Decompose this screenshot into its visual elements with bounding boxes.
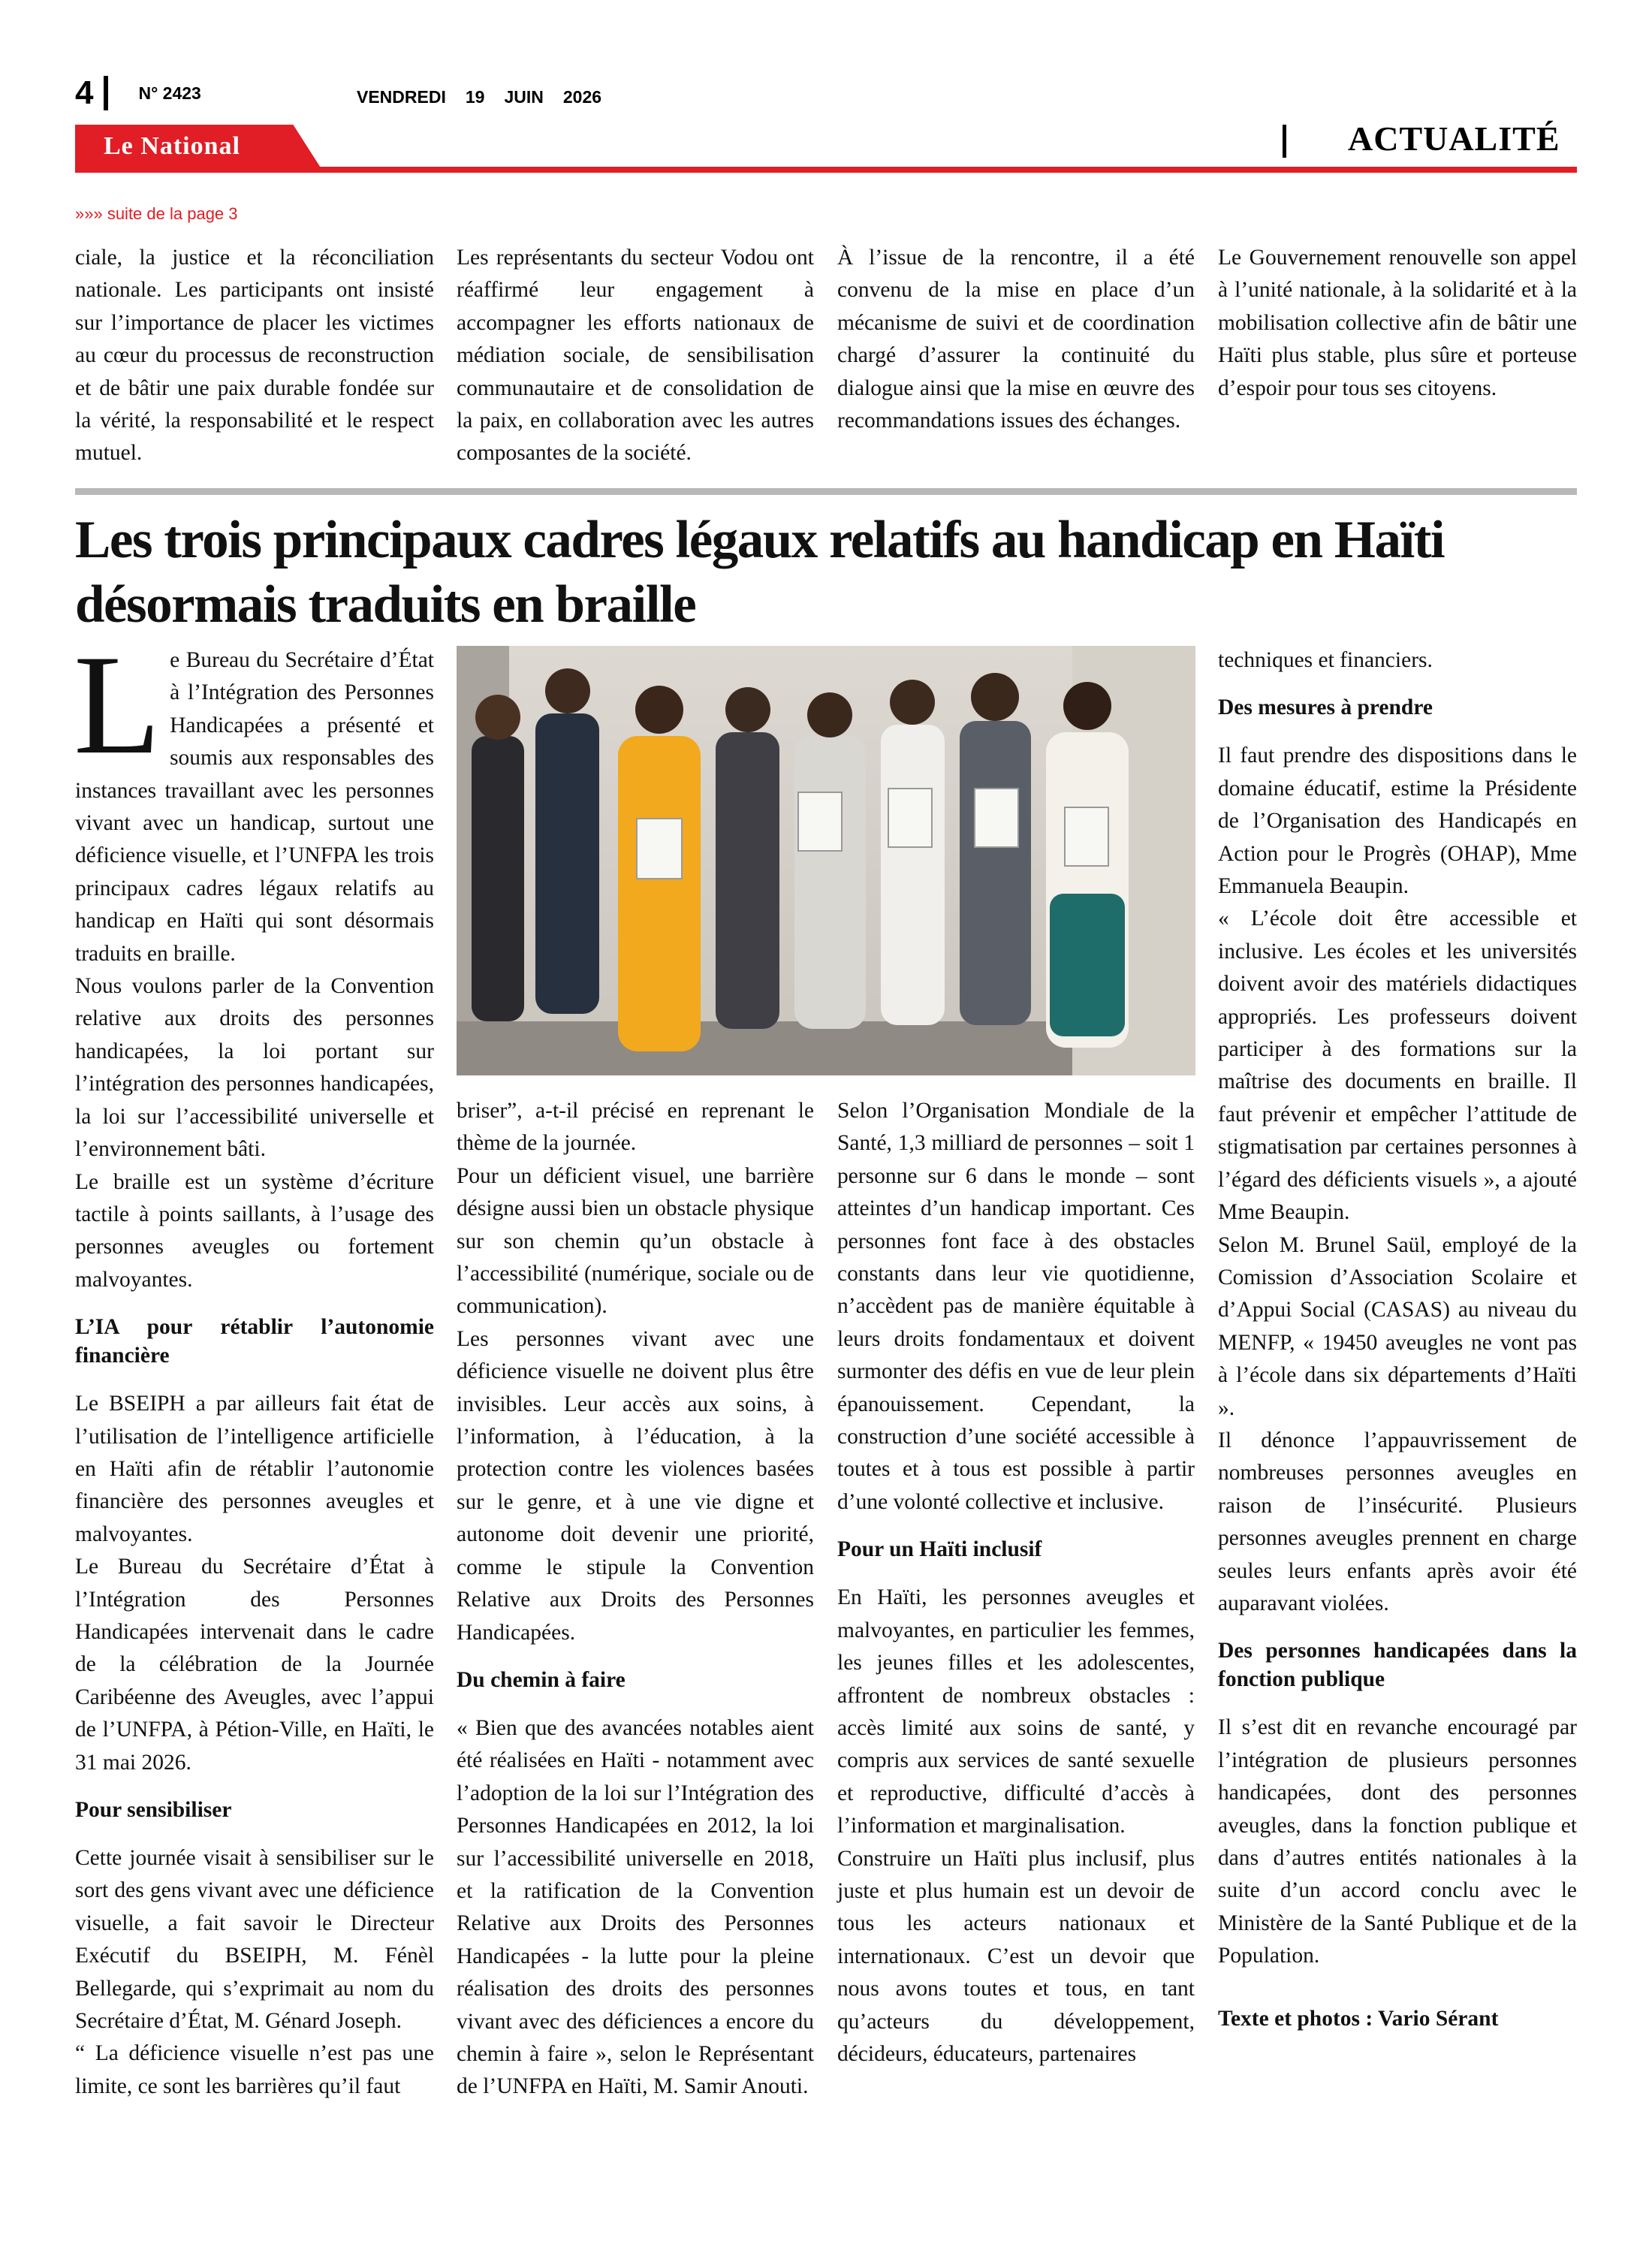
- paragraph: Nous voulons parler de la Convention relative aux droits des personnes handicapées, la loi portant sur l’intégration des personnes handicapées, la loi sur l’accessibilité universelle et l’environnement bâti.: [75, 974, 434, 1162]
- paragraph: “ La déficience visuelle n’est pas une limite, ce sont les barrières qu’il faut: [75, 2041, 434, 2098]
- paragraph: Cette journée visait à sensibiliser sur le sort des gens vivant avec une déficience visuelle, a fait savoir le Directeur Exécutif du BSEIPH, M. Fénèl Bellegarde, qui s’exprimait au nom du Secrétaire d’État, M. Génard Joseph.: [75, 1846, 434, 2034]
- paragraph: Selon l’Organisation Mondiale de la Santé, 1,3 milliard de personnes – soit 1 personne sur 6 dans le monde – sont atteintes d’un handicap important. Ces personnes font face à des obstacles constants dans leur vie quotidienne, n’accèdent pas de manière équitable à leurs droits fondamentaux et doivent surmonter des défis en vue de leur plein épanouissement. Cependant, la construction d’une société accessible à toutes et à tous est possible à partir d’une volonté collective et inclusive.: [837, 1099, 1195, 1514]
- paragraph: Le BSEIPH a par ailleurs fait état de l’utilisation de l’intelligence artificielle en Haïti afin de rétablir l’autonomie financière des personnes aveugles et malvoyantes.: [75, 1392, 434, 1546]
- article-headline: Les trois principaux cadres légaux relatifs au handicap en Haïti désormais traduits en braille: [75, 511, 1445, 634]
- date-day: VENDREDI: [357, 87, 446, 107]
- issue-number: N° 2423: [138, 83, 201, 103]
- date-num: 19: [465, 87, 485, 107]
- drop-cap: L: [74, 626, 161, 784]
- subheading: Des personnes handicapées dans la fonction publique: [1218, 1639, 1577, 1692]
- paragraph: Les représentants du secteur Vodou ont réaffirmé leur engagement à accompagner les efforts nationaux de médiation sociale, de sensibilisation communautaire et de consolidation de la paix, en collaboration avec les autres composantes de la société.: [457, 246, 814, 466]
- article-col-1: [74, 626, 434, 2103]
- paragraph: Les personnes vivant avec une déficience visuelle ne doivent plus être invisibles. Leur accès aux soins, à l’information, à l’éducation, à la protection contre les violences basées sur le genre, et à une vie digne et autonome doit devenir une priorité, comme le stipule la Convention Relative aux Droits des Personnes Handicapées.: [457, 1326, 814, 1645]
- continuation-note: »»» suite de la page 3: [75, 204, 238, 223]
- article-divider: [75, 488, 1577, 495]
- paragraph: briser”, a-t-il précisé en reprenant le thème de la journée.: [457, 1099, 814, 1156]
- prev-article-col-2: [457, 242, 814, 470]
- lead-text: e Bureau du Secrétaire d’État à l’Intégration des Personnes Handicapées a présenté et soumis aux responsables des instances travaillant avec les personnes vivant avec un handicap, surtout une déficience visuelle, et l’UNFPA les trois principaux cadres légaux relatifs au handicap en Haïti qui sont désormais traduits en braille.: [75, 648, 434, 966]
- byline: Texte et photos : Vario Sérant: [1218, 2006, 1499, 2031]
- prev-article-col-1: [75, 242, 434, 470]
- prev-article-col-4: [1218, 242, 1577, 405]
- paragraph: À l’issue de la rencontre, il a été convenu de la mise en place d’un mécanisme de suivi et de coordination chargé d’assurer la continuité du dialogue ainsi que la mise en œuvre des recommandations issues des échanges.: [837, 246, 1195, 433]
- paragraph: Il dénonce l’appauvrissement de nombreuses personnes aveugles en raison de l’insécurité. Plusieurs personnes aveugles prennent en charge seules leurs enfants après avoir été auparavant violées.: [1218, 1428, 1577, 1615]
- paragraph: Le Gouvernement renouvelle son appel à l’unité nationale, à la solidarité et à la mobilisation collective afin de bâtir une Haïti plus stable, plus sûre et porteuse d’espoir pour tous ses citoyens.: [1218, 246, 1577, 400]
- section-divider: [1283, 125, 1286, 158]
- subheading: Du chemin à faire: [457, 1667, 626, 1692]
- issue-date: [357, 87, 621, 107]
- paragraph: techniques et financiers.: [1218, 648, 1433, 672]
- date-month: JUIN: [504, 87, 544, 107]
- article-photo: [457, 646, 1195, 1075]
- article-col-2: [457, 1095, 814, 2104]
- lead-paragraph: [74, 626, 434, 970]
- header-rule: [75, 167, 1577, 173]
- date-year: 2026: [562, 87, 602, 107]
- header-divider: [104, 76, 108, 110]
- paragraph: Selon M. Brunel Saül, employé de la Comission d’Association Scolaire et d’Appui Social (CASAS) au niveau du MENFP, « 19450 aveugles ne vont pas à l’école dans six départements d’Haïti ».: [1218, 1232, 1577, 1420]
- article-col-3: [837, 1095, 1195, 2071]
- prev-article-col-3: [837, 242, 1195, 437]
- paragraph: « Bien que des avancées notables aient été réalisées en Haïti - notamment avec l’adoption de la loi sur l’Intégration des Personnes Handicapées en 2012, la loi sur l’accessibilité universelle en 2018, et la ratification de la Convention Relative aux Droits des Personnes Handicapées - la lutte pour la pleine réalisation des droits des personnes vivant avec des déficiences a encore du chemin à faire », selon le Représentant de l’UNFPA en Haïti, M. Samir Anouti.: [457, 1715, 814, 2099]
- paragraph: Pour un déficient visuel, une barrière désigne aussi bien un obstacle physique sur son chemin qu’un obstacle à l’accessibilité (numérique, sociale ou de communication).: [457, 1163, 814, 1319]
- page-number: 4: [75, 74, 94, 111]
- subheading: Pour un Haïti inclusif: [837, 1537, 1042, 1562]
- paragraph: Il faut prendre des dispositions dans le domaine éducatif, estime la Présidente de l’Organisation des Handicapés en Action pour le Progrès (OHAP), Mme Emmanuela Beaupin.: [1218, 743, 1577, 899]
- subheading: Pour sensibiliser: [75, 1798, 232, 1822]
- article-col-4: [1218, 644, 1577, 2035]
- paragraph: Construire un Haïti plus inclusif, plus juste et plus humain est un devoir de tous les acteurs nationaux et internationaux. C’est un devoir que nous avons toutes et tous, en tant qu’acteurs du développement, décideurs, éducateurs, partenaires: [837, 1846, 1195, 2066]
- paragraph: Le Bureau du Secrétaire d’État à l’Intégration des Personnes Handicapées intervenait dans le cadre de la célébration de la Journée Caribéenne des Aveugles, avec l’appui de l’UNFPA, à Pétion-Ville, en Haïti, le 31 mai 2026.: [75, 1555, 434, 1775]
- section-title: ACTUALITÉ: [1348, 119, 1560, 158]
- paragraph: En Haïti, les personnes aveugles et malvoyantes, en particulier les femmes, les jeunes filles et les adolescentes, affrontent de nombreux obstacles : accès limité aux soins de santé, y compris aux services de santé sexuelle et reproductive, difficulté d’accès à l’information et marginalisation.: [837, 1585, 1195, 1838]
- newspaper-logo: Le National: [104, 132, 240, 160]
- paragraph: ciale, la justice et la réconciliation nationale. Les participants ont insisté sur l’importance de placer les victimes au cœur du processus de reconstruction et de bâtir une paix durable fondée sur la vérité, la responsabilité et le respect mutuel.: [75, 246, 434, 466]
- paragraph: Il s’est dit en revanche encouragé par l’intégration de plusieurs personnes handicapées, dont des personnes aveugles, dans la fonction publique et dans d’autres entités nationales à la suite d’un accord conclu avec le Ministère de la Santé Publique et de la Population.: [1218, 1715, 1577, 1968]
- paragraph: « L’école doit être accessible et inclusive. Les écoles et les universités doivent avoir des matériels didactiques appropriés. Les professeurs doivent participer à des formations sur la maîtrise des documents en braille. Il faut prévenir et empêcher l’attitude de stigmatisation par certaines personnes à l’égard des déficients visuels », a ajouté Mme Beaupin.: [1218, 906, 1577, 1225]
- subheading: L’IA pour rétablir l’autonomie financière: [75, 1315, 434, 1368]
- page-header: [75, 75, 201, 111]
- paragraph: Le braille est un système d’écriture tactile à points saillants, à l’usage des personnes aveugles ou fortement malvoyantes.: [75, 1169, 434, 1292]
- subheading: Des mesures à prendre: [1218, 695, 1433, 720]
